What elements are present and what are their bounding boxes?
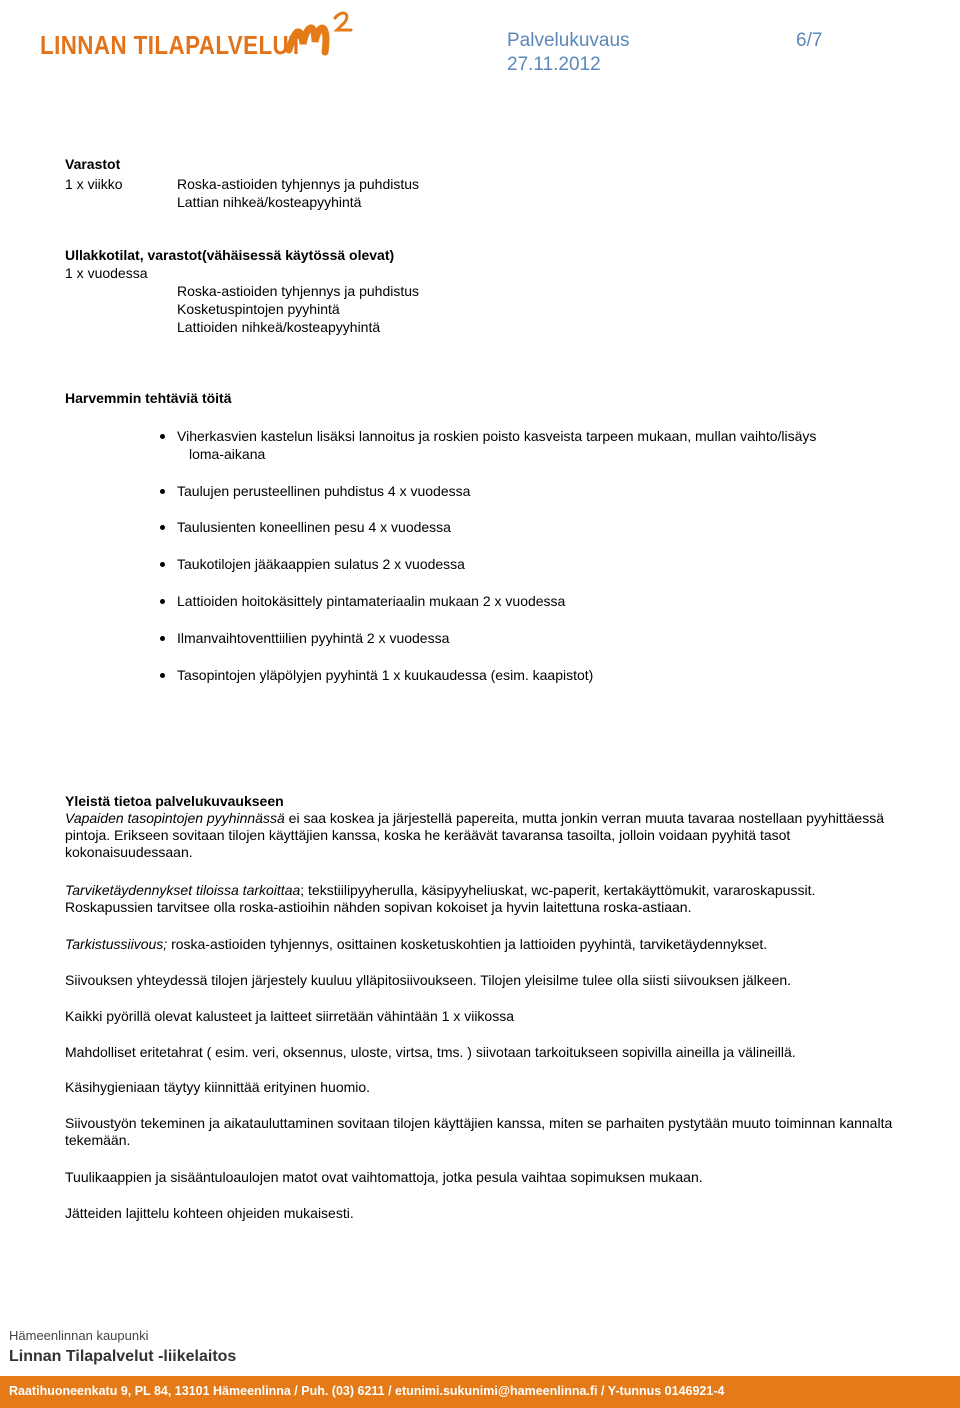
paragraph-text: ; tekstiilipyyherulla, käsipyyheliuskat, wc-paperit, kertakäyttömukit, vararoskapussit. Roskapussien tarvitsee olla roska-astioihin nähden sopivan kokoiset ja hyvin laitettuna roska-astiaan. [65, 882, 816, 915]
bullet-icon [160, 599, 165, 604]
paragraph [65, 882, 895, 916]
paragraph: Siivoustyön tekeminen ja aikatauluttaminen sovitaan tilojen käyttäjien kanssa, miten se parhaiten pystytään muuto toiminnan kannalta tekemään. [65, 1115, 893, 1148]
logo-mark-icon [285, 8, 365, 64]
paragraph: Siivouksen yhteydessä tilojen järjestely kuuluu ylläpitosiivoukseen. Tilojen yleisilme tulee olla siisti siivouksen jälkeen. [65, 972, 792, 988]
frequency-label: 1 x viikko [65, 176, 123, 192]
bullet-icon [160, 562, 165, 567]
list-item: Taulusienten koneellinen pesu 4 x vuodessa [177, 519, 451, 535]
task-item: Roska-astioiden tyhjennys ja puhdistus [177, 176, 420, 192]
bullet-icon [160, 673, 165, 678]
paragraph-emphasis: Tarviketäydennykset tiloissa tarkoittaa [65, 882, 301, 898]
footer-organization: Linnan Tilapalvelut -liikelaitos [9, 1348, 237, 1365]
list-item: Viherkasvien kastelun lisäksi lannoitus ja roskien poisto kasveista tarpeen mukaan, mullan vaihto/lisäys [177, 428, 817, 444]
task-item: Roska-astioiden tyhjennys ja puhdistus [177, 283, 420, 299]
page-number: 6/7 [796, 30, 823, 51]
paragraph [65, 810, 895, 861]
paragraph-emphasis: Vapaiden tasopintojen pyyhinnässä [65, 810, 285, 826]
paragraph [65, 936, 895, 953]
bullet-icon [160, 434, 165, 439]
task-item: Lattioiden nihkeä/kosteapyyhintä [177, 319, 381, 335]
company-logo-text: LINNAN TILAPALVELUT [40, 30, 304, 60]
paragraph-text: ei saa koskea ja järjestellä papereita, mutta jonkin verran muuta tavaraa nostellaan pyyhittäessä pintoja. Erikseen sovitaan tilojen käyttäjien kanssa, koska he keräävät tavaransa tasoilta, jolloin voidaan pyyhitä tasot kokonaisuudessaan. [65, 810, 884, 860]
bullet-icon [160, 525, 165, 530]
task-item: Kosketuspintojen pyyhintä [177, 301, 340, 317]
frequency-label: 1 x vuodessa [65, 265, 148, 281]
paragraph: Kaikki pyörillä olevat kalusteet ja laitteet siirretään vähintään 1 x viikossa [65, 1008, 515, 1024]
paragraph: Tuulikaappien ja sisääntuloaulojen matot ovat vaihtomattoja, jotka pesula vaihtaa sopimuksen mukaan. [65, 1169, 703, 1185]
list-item: Ilmanvaihtoventtiilien pyyhintä 2 x vuodessa [177, 630, 450, 646]
section-title-yleista: Yleistä tietoa palvelukuvaukseen [65, 793, 284, 809]
task-item: Lattian nihkeä/kosteapyyhintä [177, 194, 362, 210]
list-item: Lattioiden hoitokäsittely pintamateriaalin mukaan 2 x vuodessa [177, 593, 566, 609]
paragraph-text: roska-astioiden tyhjennys, osittainen kosketuskohtien ja lattioiden pyyhintä, tarviketäydennykset. [167, 936, 768, 952]
paragraph: Mahdolliset eritetahrat ( esim. veri, oksennus, uloste, virtsa, tms. ) siivotaan tarkoitukseen sopivilla aineilla ja välineillä. [65, 1044, 796, 1060]
list-item: Tasopintojen yläpölyjen pyyhintä 1 x kuukaudessa (esim. kaapistot) [177, 667, 594, 683]
bullet-icon [160, 489, 165, 494]
footer-city: Hämeenlinnan kaupunki [9, 1328, 149, 1343]
bullet-icon [160, 636, 165, 641]
doc-date: 27.11.2012 [507, 54, 601, 75]
footer-contact: Raatihuoneenkatu 9, PL 84, 13101 Hämeenlinna / Puh. (03) 6211 / etunimi.sukunimi@hameenlinna.fi / Y-tunnus 0146921-4 [9, 1384, 725, 1398]
doc-title: Palvelukuvaus [507, 30, 630, 51]
section-title-harvemmin: Harvemmin tehtäviä töitä [65, 390, 232, 406]
section-title-varastot: Varastot [65, 156, 121, 172]
list-item: Taulujen perusteellinen puhdistus 4 x vuodessa [177, 483, 471, 499]
paragraph-emphasis: Tarkistussiivous; [65, 936, 168, 952]
list-item: Taukotilojen jääkaappien sulatus 2 x vuodessa [177, 556, 465, 572]
list-item-continuation: loma-aikana [189, 446, 266, 462]
section-title-ullakko: Ullakkotilat, varastot(vähäisessä käytössä olevat) [65, 247, 395, 263]
paragraph: Käsihygieniaan täytyy kiinnittää erityinen huomio. [65, 1079, 371, 1095]
paragraph: Jätteiden lajittelu kohteen ohjeiden mukaisesti. [65, 1205, 354, 1221]
